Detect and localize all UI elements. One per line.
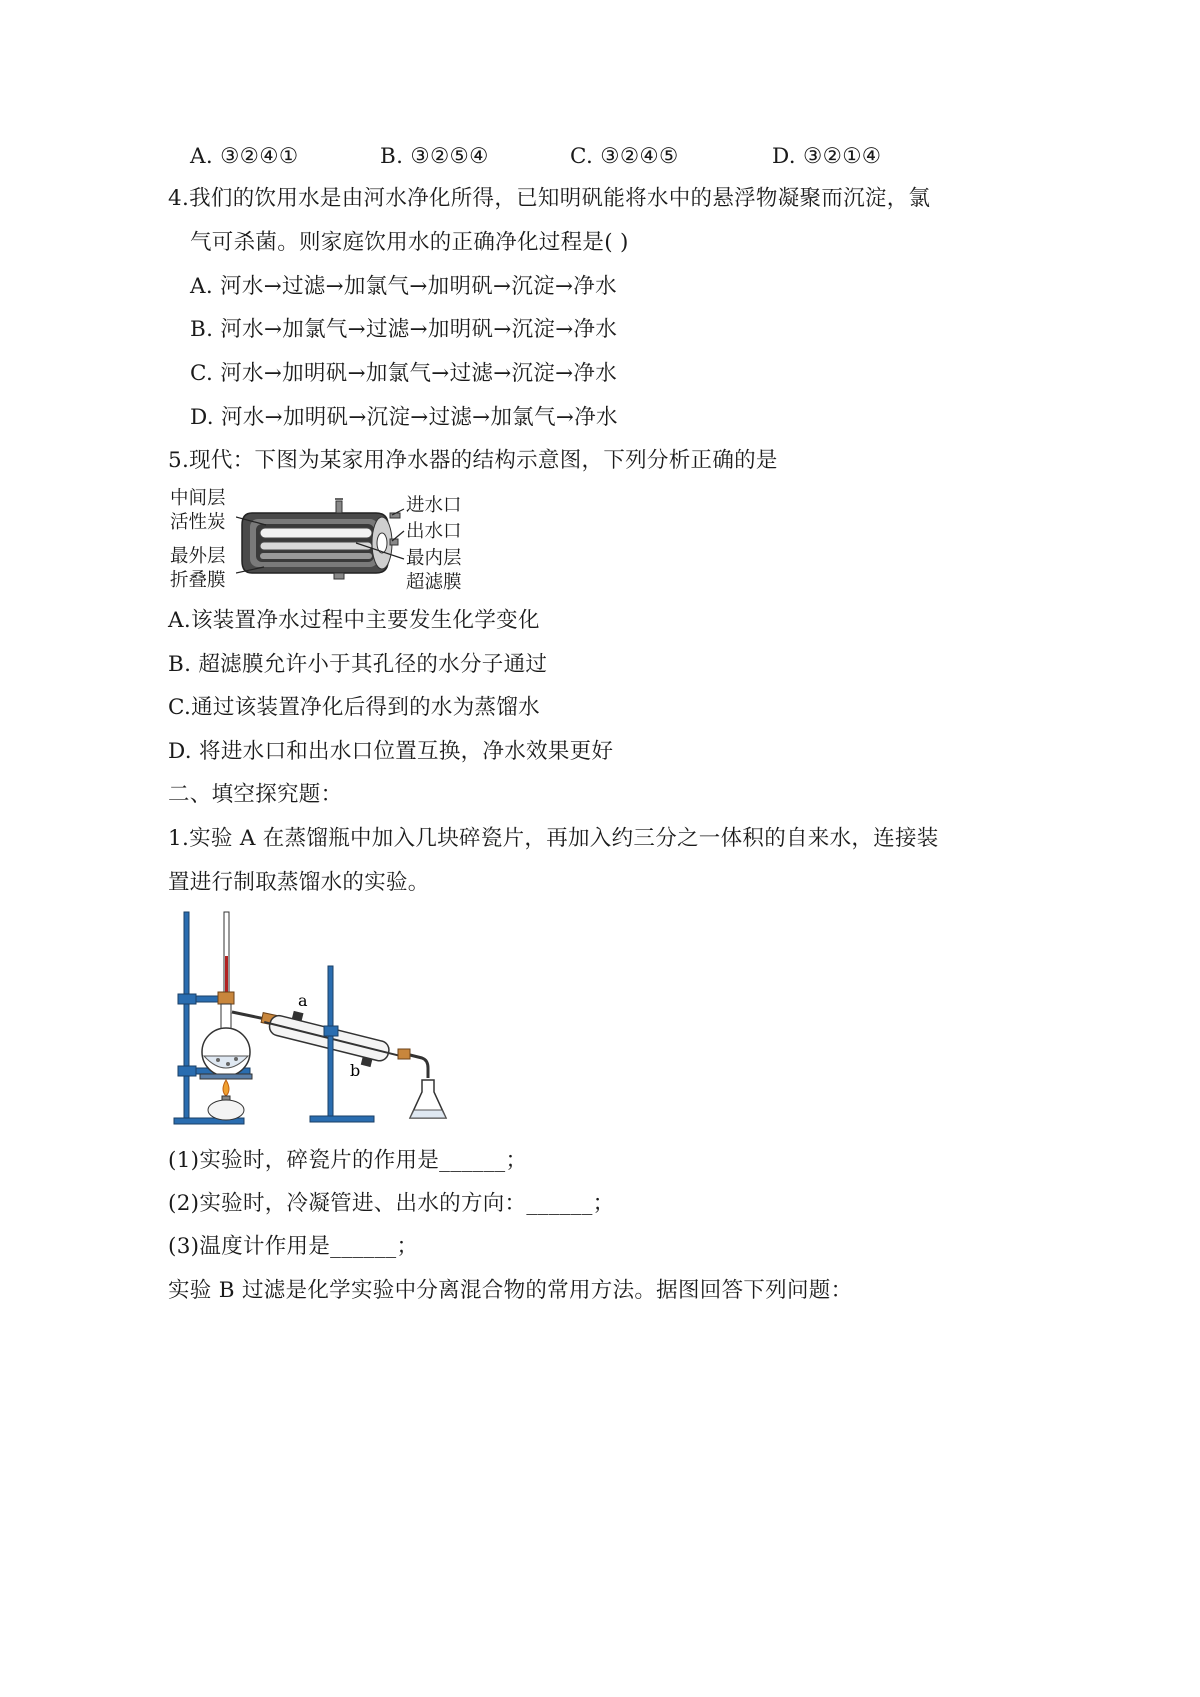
q3-option-a: A. ③②④①: [190, 144, 299, 169]
q4-option-d: D. 河水→加明矾→沉淀→过滤→加氯气→净水: [190, 405, 618, 430]
blank-3[interactable]: ______: [330, 1234, 397, 1259]
label-water-outlet: 出水口: [406, 521, 462, 542]
q5-stem: 5.现代：下图为某家用净水器的结构示意图，下列分析正确的是: [168, 448, 778, 473]
s2-q1-line2: 置进行制取蒸馏水的实验。: [168, 870, 430, 895]
label-outer-layer: 最外层: [170, 546, 226, 567]
label-ultrafiltration: 超滤膜: [406, 572, 462, 593]
label-b: b: [350, 1061, 361, 1080]
q5-option-d: D. 将进水口和出水口位置互换，净水效果更好: [168, 739, 614, 764]
q4-option-b: B. 河水→加氯气→过滤→加明矾→沉淀→净水: [190, 317, 618, 342]
q5-option-c: C.通过该装置净化后得到的水为蒸馏水: [168, 695, 540, 720]
s2-sub2: (2)实验时，冷凝管进、出水的方向：______；: [168, 1189, 614, 1219]
q4-option-a: A. 河水→过滤→加氯气→加明矾→沉淀→净水: [190, 274, 617, 299]
section2-heading: 二、填空探究题：: [168, 782, 343, 807]
s2-sub3: (3)温度计作用是______；: [168, 1232, 418, 1262]
q5-option-b: B. 超滤膜允许小于其孔径的水分子通过: [168, 652, 548, 677]
label-folded-membrane: 折叠膜: [170, 570, 226, 591]
label-activated-carbon: 活性炭: [170, 512, 226, 533]
q4-stem-line2: 气可杀菌。则家庭饮用水的正确净化过程是( ): [190, 230, 629, 255]
q3-option-b: B. ③②⑤④: [380, 144, 489, 169]
blank-1[interactable]: ______: [439, 1148, 506, 1173]
s2-q1-line1: 1.实验 A 在蒸馏瓶中加入几块碎瓷片，再加入约三分之一体积的自来水，连接装: [168, 826, 939, 851]
q3-option-c: C. ③②④⑤: [570, 144, 679, 169]
label-water-inlet: 进水口: [406, 495, 462, 516]
q4-option-c: C. 河水→加明矾→加氯气→过滤→沉淀→净水: [190, 361, 618, 386]
q3-option-d: D. ③②①④: [772, 144, 882, 169]
water-purifier-diagram: [236, 495, 406, 585]
s2-sub1: (1)实验时，碎瓷片的作用是______；: [168, 1146, 527, 1176]
label-middle-layer: 中间层: [170, 488, 226, 509]
q4-stem-line1: 4.我们的饮用水是由河水净化所得，已知明矾能将水中的悬浮物凝聚而沉淀，氯: [168, 186, 931, 211]
s2-experiment-b: 实验 B 过滤是化学实验中分离混合物的常用方法。据图回答下列问题：: [168, 1278, 853, 1303]
distillation-apparatus-diagram: [170, 908, 460, 1128]
blank-2[interactable]: ______: [526, 1191, 593, 1216]
label-a: a: [298, 991, 308, 1010]
q5-option-a: A.该装置净水过程中主要发生化学变化: [168, 608, 540, 633]
label-inner-layer: 最内层: [406, 548, 462, 569]
